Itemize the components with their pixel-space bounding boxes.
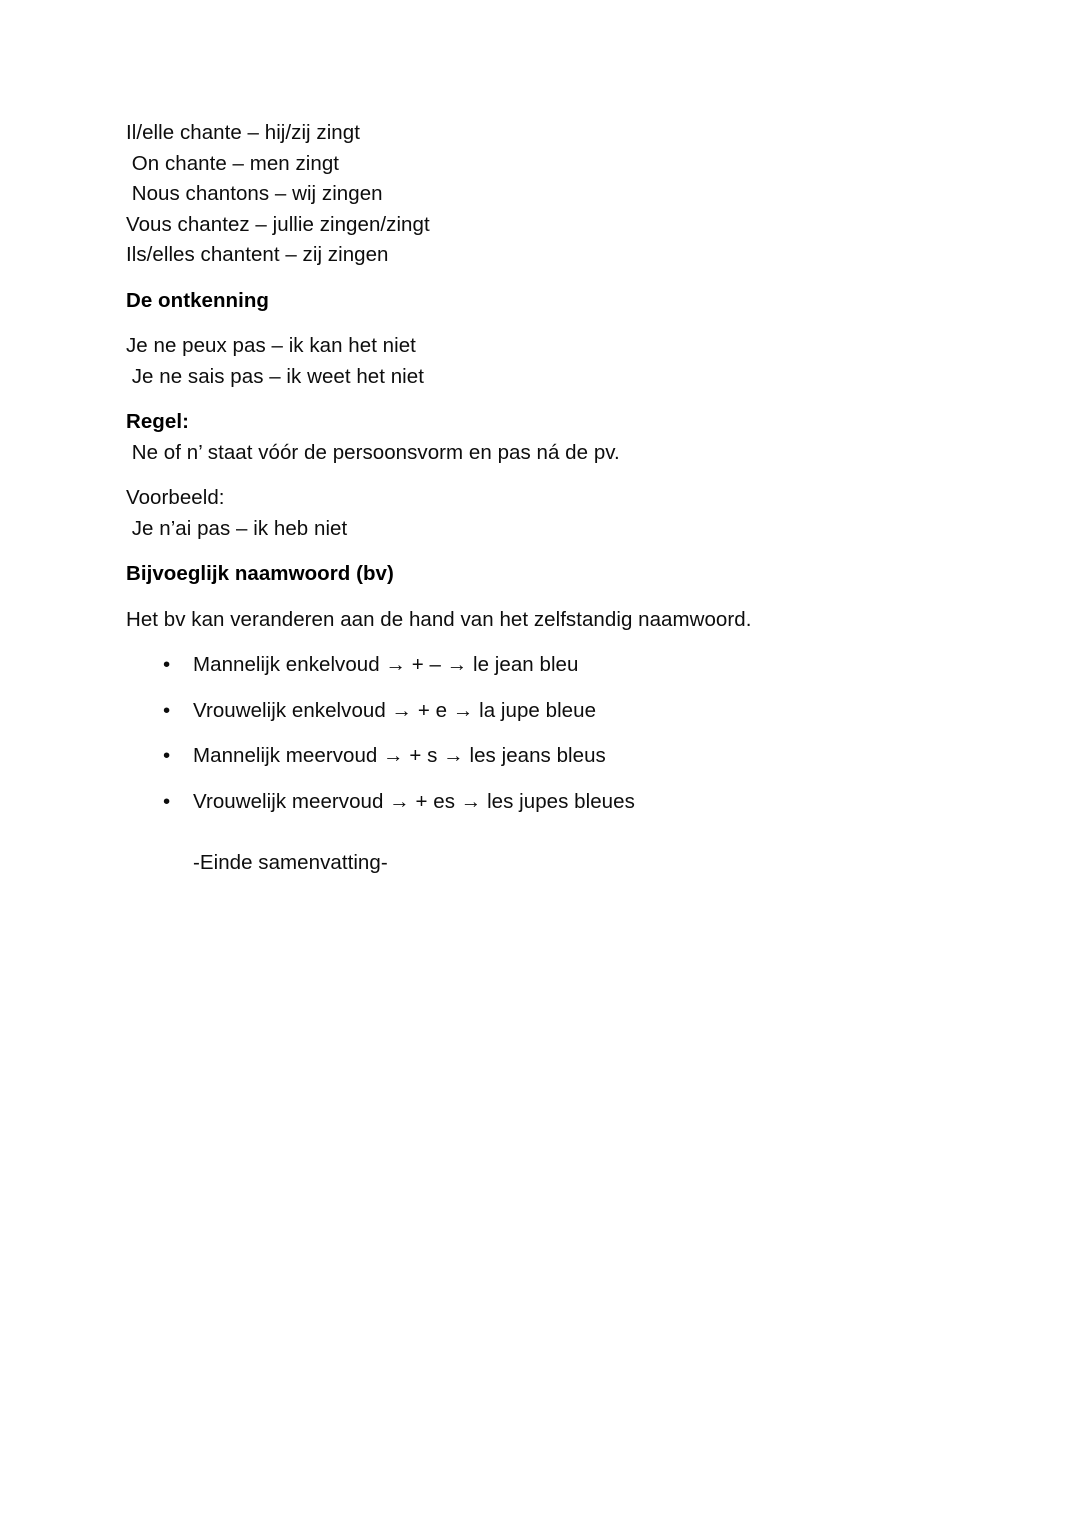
list-item-label: Vrouwelijk enkelvoud → + e → la jupe bleue: [193, 698, 597, 722]
conjugation-line-4: Vous chantez – jullie zingen/zingt: [126, 212, 430, 236]
rule-text: Ne of n’ staat vóór de persoonsvorm en pas ná de pv.: [126, 440, 620, 464]
conjugation-block: [126, 118, 954, 271]
conjugation-line-5: Ils/elles chantent – zij zingen: [126, 243, 389, 266]
spacer: [126, 544, 954, 559]
bullet-icon: •: [163, 653, 171, 676]
list-item-label: Mannelijk meervoud → + s → les jeans bleus: [193, 744, 606, 767]
bullet-icon: •: [163, 698, 171, 722]
list-item: [126, 696, 954, 727]
list-item-label: Vrouwelijk meervoud → + es → les jupes bleues: [193, 789, 635, 813]
heading-bijvoeglijk-naamwoord: Bijvoeglijk naamwoord (bv): [126, 562, 394, 585]
bullet-icon: •: [163, 744, 171, 767]
negation-examples-block: [126, 331, 954, 392]
heading-de-ontkenning: De ontkenning: [126, 288, 270, 312]
document-body: [126, 118, 954, 879]
adjective-rules-list: [126, 650, 954, 817]
adjective-intro: Het bv kan veranderen aan de hand van het zelfstandig naamwoord.: [126, 607, 752, 631]
rule-block: [126, 407, 954, 468]
spacer: [126, 392, 954, 407]
list-item: [126, 787, 954, 818]
spacer: [126, 271, 954, 286]
heading-regel: Regel:: [126, 410, 189, 433]
negation-example-2: Je ne sais pas – ik weet het niet: [126, 364, 424, 388]
spacer: [126, 316, 954, 331]
conjugation-line-2: On chante – men zingt: [126, 151, 340, 175]
spacer: [126, 468, 954, 483]
conjugation-line-1: Il/elle chante – hij/zij zingt: [126, 121, 360, 144]
conjugation-line-3: Nous chantons – wij zingen: [126, 182, 383, 205]
bullet-icon: •: [163, 789, 171, 813]
example-text: Je n’ai pas – ik heb niet: [126, 516, 348, 540]
spacer: [126, 590, 954, 605]
list-item-label: Mannelijk enkelvoud → + – → le jean bleu: [193, 653, 579, 676]
example-block: [126, 483, 954, 544]
negation-example-1: Je ne peux pas – ik kan het niet: [126, 334, 416, 357]
closing-note: -Einde samenvatting-: [193, 851, 388, 874]
label-voorbeeld: Voorbeeld:: [126, 486, 225, 509]
list-item: [126, 741, 954, 772]
list-item: [126, 650, 954, 681]
